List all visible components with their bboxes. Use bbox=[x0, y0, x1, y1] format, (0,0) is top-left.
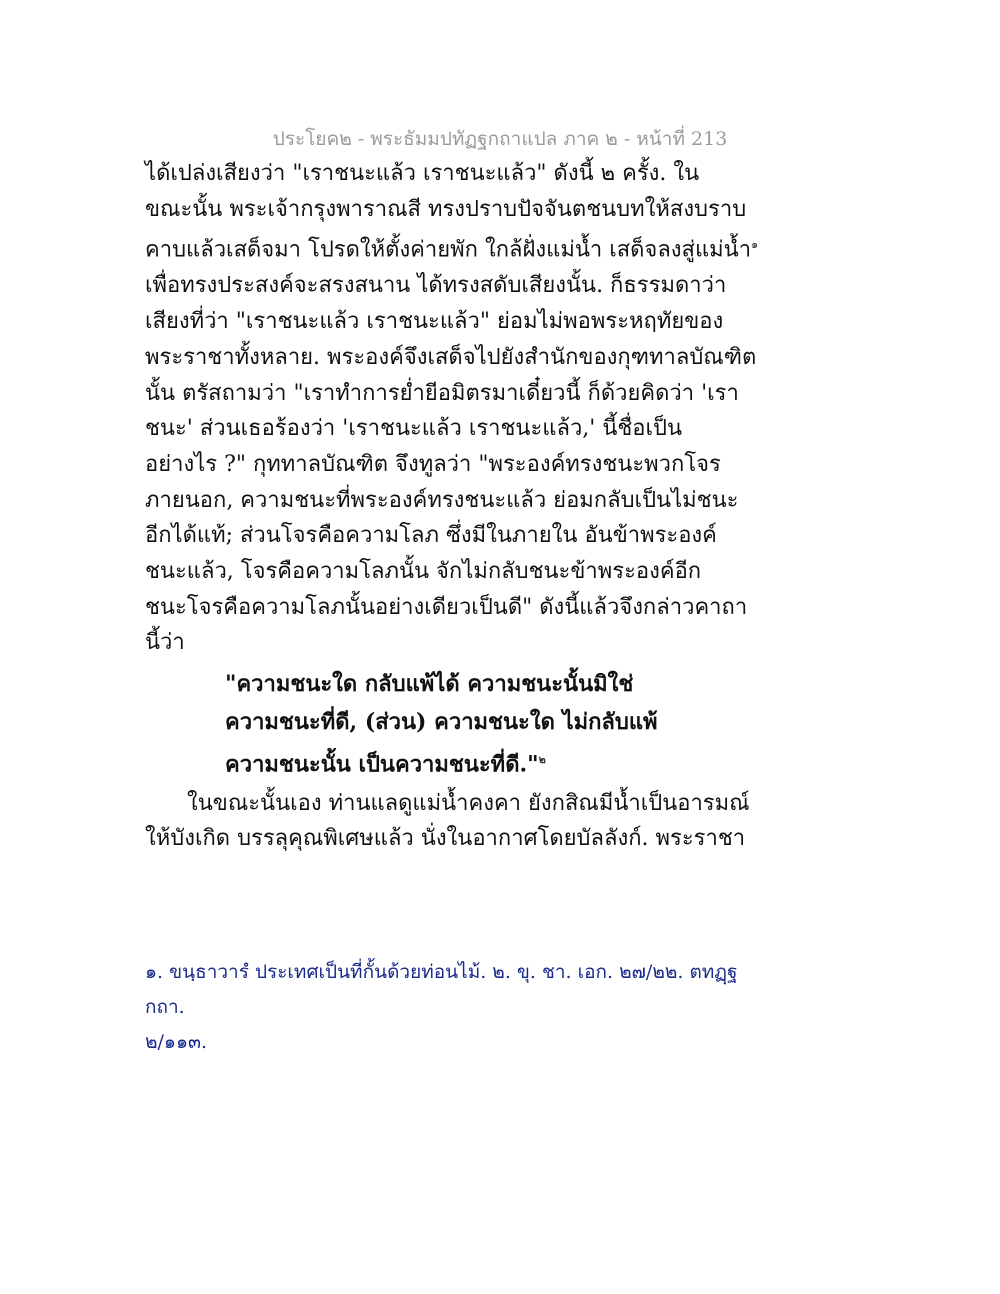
footnote-ref: ๑ bbox=[751, 238, 759, 252]
footnote bbox=[145, 955, 745, 1060]
verse-line: ความชนะที่ดี, (ส่วน) ความชนะใด ไม่กลับแพ้ bbox=[225, 709, 658, 736]
text-line: ในขณะนั้นเอง ท่านแลดูแม่น้ำคงคา ยังกสิณมีน้ำเป็นอารมณ์ bbox=[187, 790, 750, 816]
text-line: ได้เปล่งเสียงว่า "เราชนะแล้ว เราชนะแล้ว" ดังนี้ ๒ ครั้ง. ใน bbox=[145, 161, 700, 186]
text-line: คาบแล้วเสด็จมา โปรดให้ตั้งค่ายพัก ใกล้ฝั่งแม่น้ำ เสด็จลงสู่แม่น้ำ$^๑$ bbox=[145, 237, 759, 263]
running-header: ประโยค๒ - พระธัมมปทัฏฐกถาแปล ภาค ๒ - หน้าที่ 213 bbox=[272, 128, 728, 150]
text-line: อย่างไร ?" กุททาลบัณฑิต จึงทูลว่า "พระองค์ทรงชนะพวกโจร bbox=[145, 451, 721, 477]
text-line: เสียงที่ว่า "เราชนะแล้ว เราชนะแล้ว" ย่อมไม่พอพระหฤทัยของ bbox=[145, 309, 724, 335]
text-line: ให้บังเกิด บรรลุคุณพิเศษแล้ว นั่งในอากาศโดยบัลลังก์. พระราชา bbox=[145, 826, 746, 852]
footnote-line: ๒/๑๑๓. bbox=[145, 1031, 208, 1053]
footnote-ref: ๒ bbox=[538, 753, 546, 767]
footnote-line: ๑. ขนฺธาวารํ ประเทศเป็นที่กั้นด้วยท่อนไม้. ๒. ขุ. ชา. เอก. ๒๗/๒๒. ตทฏฺฐกถา. bbox=[145, 961, 738, 1018]
text-line: อีกได้แท้; ส่วนโจรคือความโลภ ซึ่งมีในภายใน อันข้าพระองค์ bbox=[145, 523, 717, 549]
text-line: เพื่อทรงประสงค์จะสรงสนาน ได้ทรงสดับเสียงนั้น. ก็ธรรมดาว่า bbox=[145, 273, 727, 299]
main-text bbox=[145, 156, 759, 857]
text-line: ชนะแล้ว, โจรคือความโลภนั้น จักไม่กลับชนะข้าพระองค์อีก bbox=[145, 559, 702, 585]
verse-line: "ความชนะใด กลับแพ้ได้ ความชนะนั้นมิใช่ bbox=[225, 671, 634, 698]
text-line: ขณะนั้น พระเจ้ากรุงพาราณสี ทรงปราบปัจจันตชนบทให้สงบราบ bbox=[145, 196, 747, 222]
text-line: ภายนอก, ความชนะที่พระองค์ทรงชนะแล้ว ย่อมกลับเป็นไม่ชนะ bbox=[145, 487, 739, 513]
text-line: ชนะโจรคือความโลภนั้นอย่างเดียวเป็นดี" ดังนี้แล้วจึงกล่าวคาถา bbox=[145, 594, 748, 620]
verse-line: ความชนะนั้น เป็นความชนะที่ดี."$^๒$ bbox=[225, 751, 546, 778]
verse-block bbox=[145, 665, 705, 783]
text-line: นี้ว่า bbox=[145, 630, 185, 656]
text-line: พระราชาทั้งหลาย. พระองค์จึงเสด็จไปยังสำนักของกุฑทาลบัณฑิต bbox=[145, 344, 757, 370]
text-line: ชนะ' ส่วนเธอร้องว่า 'เราชนะแล้ว เราชนะแล้ว,' นี้ชื่อเป็น bbox=[145, 416, 683, 442]
text-line: นั้น ตรัสถามว่า "เราทำการย่ำยีอมิตรมาเดี๋ยวนี้ ก็ด้วยคิดว่า 'เรา bbox=[145, 380, 739, 406]
